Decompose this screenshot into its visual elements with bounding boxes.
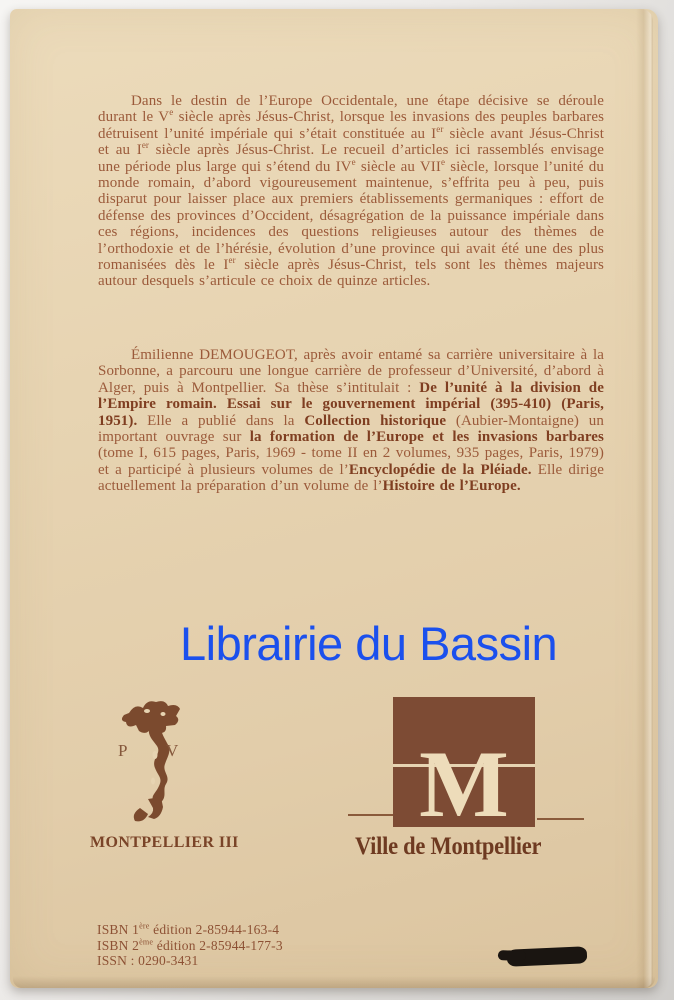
m-logo-letter: M <box>419 731 509 837</box>
redacted-price-mark <box>507 946 588 966</box>
issn-line: ISSN : 0290-3431 <box>97 953 199 969</box>
logo-rule-right <box>537 818 584 820</box>
book-back-cover <box>10 9 658 988</box>
bookseller-watermark: Librairie du Bassin <box>180 617 558 670</box>
logo-rule-left <box>348 814 393 816</box>
ville-de-montpellier-caption: Ville de Montpellier <box>355 833 542 860</box>
m-logo-square <box>393 697 535 837</box>
isbn-line-1: ISBN 1ère édition 2-85944-163-4 <box>97 921 280 937</box>
isbn-block <box>97 922 283 969</box>
emblem-letter-v: V <box>166 741 179 760</box>
author-bio-paragraph: Émilienne DEMOUGEOT, après avoir entamé sa carrière universitaire à la Sorbonne, a parcouru une longue carrière de professeur d’Université, d’abord à Alger, puis à Montpellier. Sa thèse s’intitulait : De l’unité à la division de l’Empire romain. Essai sur le gouvernement impérial (395-410) (Paris, 1951). Elle a publié dans la Collection historique (Aubier-Montaigne) un important ouvrage sur la formation de l’Europe et les invasions barbares (tome I, 615 pages, Paris, 1969 - tome II en 2 volumes, 935 pages, Paris, 1979) et a participé à plusieurs volumes de l’Encyclopédie de la Pléiade. Elle dirige actuellement la préparation d’un volume de l’Histoire de l’Europe. <box>98 347 604 495</box>
montpellier-iii-caption: MONTPELLIER III <box>90 834 239 851</box>
emblem-letter-p: P <box>118 741 128 760</box>
ville-de-montpellier-logo <box>340 697 670 869</box>
pv-seal-emblem-icon <box>117 697 191 829</box>
isbn-line-2: ISBN 2ème édition 2-85944-177-3 <box>97 937 283 953</box>
synopsis-paragraph: Dans le destin de l’Europe Occidentale, une étape décisive se déroule durant le Ve siècle après Jésus-Christ, lorsque les invasions des peuples barbares détruisent l’unité impériale qui s’était constituée au Ier siècle avant Jésus-Christ et au Ier siècle après Jésus-Christ. Le recueil d’articles ici rassemblés envisage une période plus large qui s’étend du IVe siècle au VIIe siècle, lorsque l’unité du monde romain, d’abord vigoureusement maintenue, s’effrita peu à peu, puis disparut pour laisser place aux premiers établissements germaniques : effort de défense des provinces d’Occident, désagrégation de la puissance impériale dans ces régions, incidences des questions religieuses autour des thèmes de l’orthodoxie et de l’hérésie, évolution d’une province qui avait été une des plus romanisées dès le Ier siècle après Jésus-Christ, tels sont les thèmes majeurs autour desquels s’articule ce choix de quinze articles. <box>98 93 605 290</box>
montpellier-iii-logo <box>90 695 239 861</box>
